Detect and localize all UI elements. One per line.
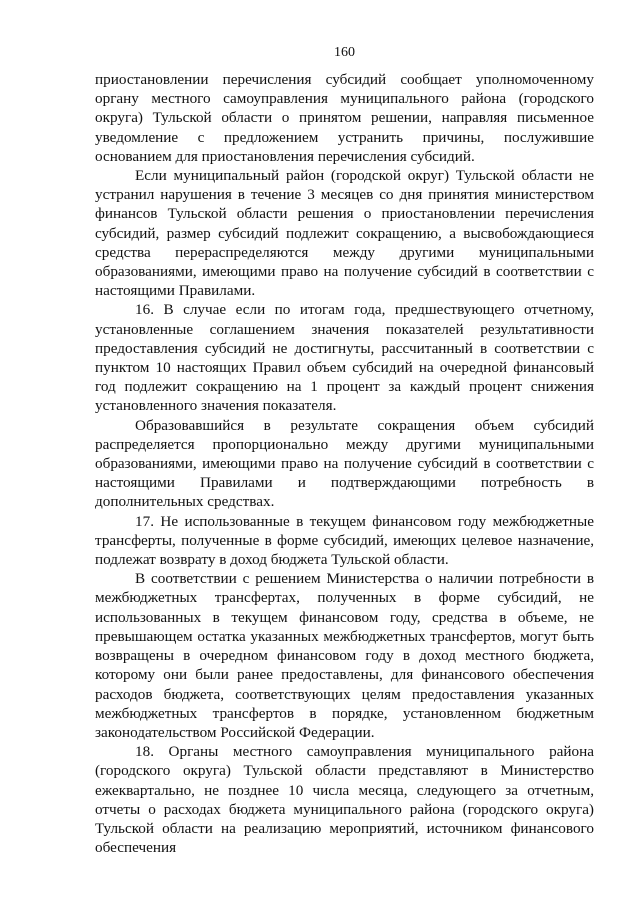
paragraph-item-16: 16. В случае если по итогам года, предшествующего отчетному, установленные соглашением значения показателей результативности предоставления субсидий не достигнуты, рассчитанный в соответствии с пунктом 10 настоящих Правил объем субсидий на очередной финансовый год подлежит сокращению на 1 процент за каждый процент снижения установленного значения показателя. [95,301,594,415]
paragraph-unresolved-violations: Если муниципальный район (городской округ) Тульской области не устранил нарушения в течение 3 месяцев со дня принятия министерством финансов Тульской области решения о приостановлении перечисления субсидий, размер субсидий подлежит сокращению, а высвобождающиеся средства перераспределяются между другими муниципальными образованиями, имеющими право на получение субсидий в соответствии с настоящими Правилами. [95,167,594,300]
page-number: 160 [334,45,355,60]
paragraph-redistribution: Образовавшийся в результате сокращения объем субсидий распределяется пропорционально между другими муниципальными образованиями, имеющими право на получение субсидий в соответствии с настоящими Правилами и подтверждающими потребность в дополнительных средствах. [95,416,594,511]
paragraph-continuation: приостановлении перечисления субсидий сообщает уполномоченному органу местного самоуправления муниципального района (городского округа) Тульской области о принятом решении, направляя письменное уведомление с предложением устранить причины, послужившие основанием для приостановления перечисления субсидий. [95,71,594,165]
paragraph-return-of-funds: В соответствии с решением Министерства о наличии потребности в межбюджетных трансфертах, полученных в форме субсидий, не использованных в текущем финансовом году, средства в объеме, не превышающем остатка указанных межбюджетных трансфертов, могут быть возвращены в очередном финансовом году в доход местного бюджета, которому они были ранее предоставлены, для финансового обеспечения расходов бюджета, соответствующих целям предоставления указанных межбюджетных трансфертов в порядке, установленном бюджетным законодательством Российской Федерации. [95,570,594,741]
paragraph-item-18: 18. Органы местного самоуправления муниципального района (городского округа) Тульской области представляют в Министерство ежеквартально, не позднее 10 числа месяца, следующего за отчетным, отчеты о расходах бюджета муниципального района (городского округа) Тульской области на реализацию мероприятий, источником финансового обеспечения [95,743,594,857]
paragraph-item-17: 17. Не использованные в текущем финансовом году межбюджетные трансферты, полученные в форме субсидий, имеющих целевое назначение, подлежат возврату в доход бюджета Тульской области. [95,512,594,569]
